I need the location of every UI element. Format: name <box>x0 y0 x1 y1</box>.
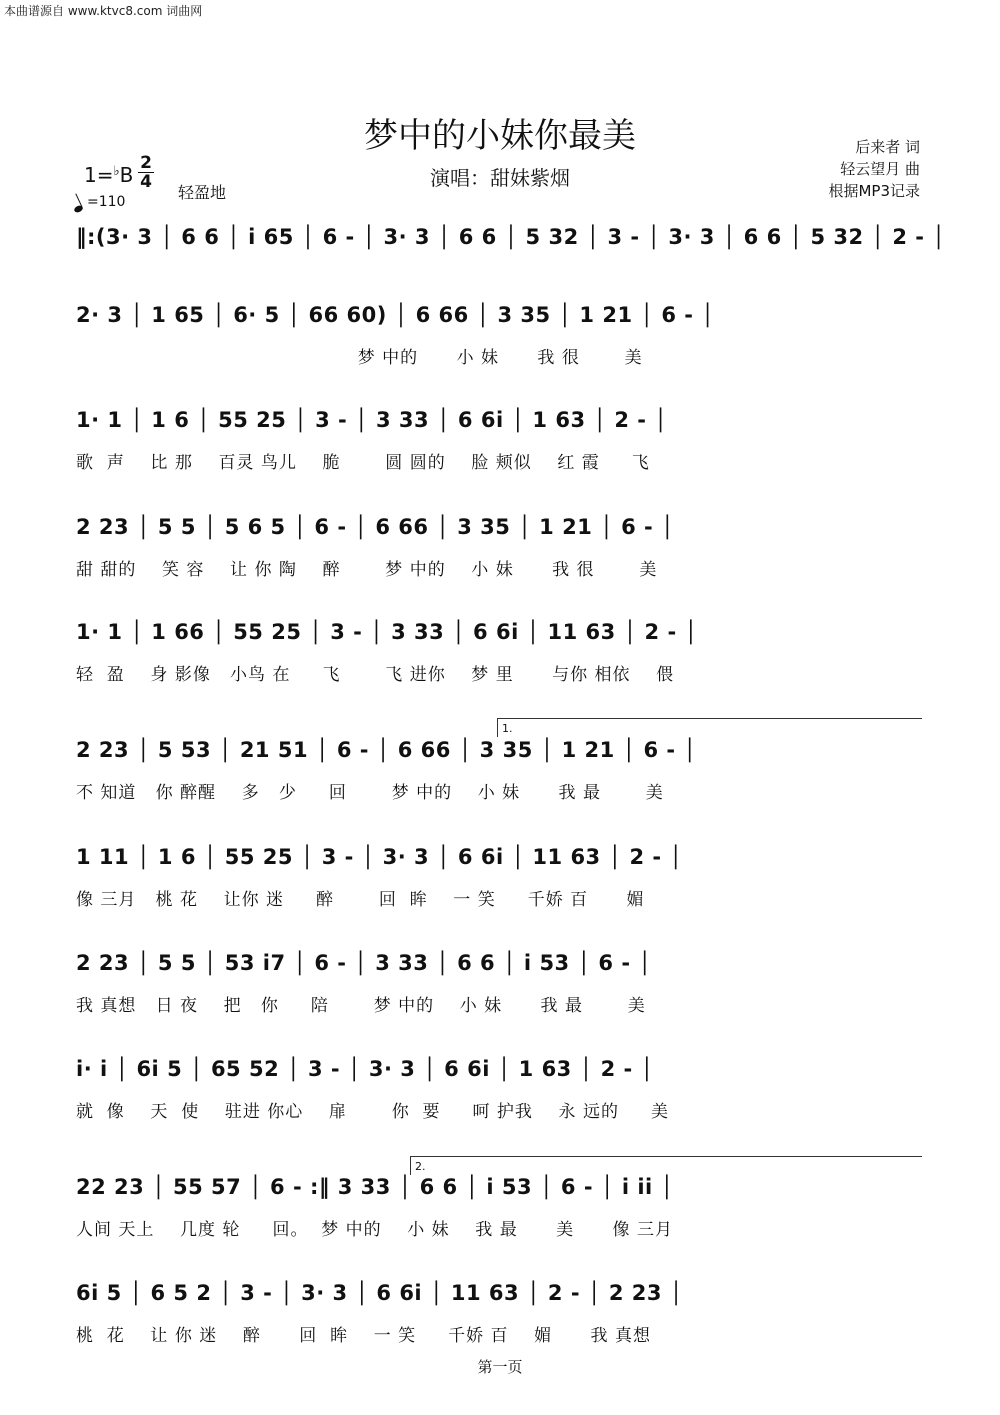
notation-row: 1· 1 │ 1 6 │ 55 25 │ 3 - │ 3 33 │ 6 6i │ 1 63 │ 2 - │ <box>76 408 668 432</box>
time-signature-bottom: 4 <box>138 172 154 191</box>
key-note: B <box>119 163 134 187</box>
lyrics-row: 梦 中的 小 妹 我 很 美 <box>76 348 643 368</box>
tempo-marking <box>74 194 125 210</box>
lyrics-row: 像 三月 桃 花 让你 迷 醉 回 眸 一 笑 千娇 百 媚 <box>76 890 645 910</box>
notation-row: 1 11 │ 1 6 │ 55 25 │ 3 - │ 3· 3 │ 6 6i │ 11 63 │ 2 - │ <box>76 845 683 869</box>
flat-sign: ♭ <box>113 164 120 179</box>
notation-row: 22 23 │ 55 57 │ 6 - :‖ 3 33 │ 6 6 │ i 53 │ 6 - │ i ii │ <box>76 1175 674 1199</box>
notation-row: 2 23 │ 5 53 │ 21 51 │ 6 - │ 6 66 │ 3 35 │ 1 21 │ 6 - │ <box>76 738 697 762</box>
lyrics-row: 轻 盈 身 影像 小鸟 在 飞 飞 进你 梦 里 与你 相依 偎 <box>76 665 675 685</box>
notation-row: i· i │ 6i 5 │ 65 52 │ 3 - │ 3· 3 │ 6 6i │ 1 63 │ 2 - │ <box>76 1057 654 1081</box>
notation-row: 2 23 │ 5 5 │ 5 6 5 │ 6 - │ 6 66 │ 3 35 │ 1 21 │ 6 - │ <box>76 515 675 539</box>
first-ending-bracket <box>497 718 922 737</box>
singer-line: 演唱：甜妹紫烟 <box>430 166 570 190</box>
credits <box>828 136 920 202</box>
composer-credit: 轻云望月 曲 <box>840 160 920 178</box>
tempo-value: =110 <box>87 194 126 210</box>
lyrics-row: 我 真想 日 夜 把 你 陪 梦 中的 小 妹 我 最 美 <box>76 996 646 1016</box>
watermark: 本曲谱源自 www.ktvc8.com 词曲网 <box>4 4 203 18</box>
lyrics-row: 就 像 天 使 驻进 你心 扉 你 要 呵 护我 永 远的 美 <box>76 1102 669 1122</box>
notation-row: ‖:(3· 3 │ 6 6 │ i 65 │ 6 - │ 3· 3 │ 6 6 │ 5 32 │ 3 - │ 3· 3 │ 6 6 │ 5 32 │ 2 - │ <box>76 225 946 249</box>
time-signature <box>138 154 154 191</box>
notation-row: 2· 3 │ 1 65 │ 6· 5 │ 66 60) │ 6 66 │ 3 35 │ 1 21 │ 6 - │ <box>76 303 715 327</box>
mood-marking: 轻盈地 <box>178 183 227 202</box>
notation-row: 6i 5 │ 6 5 2 │ 3 - │ 3· 3 │ 6 6i │ 11 63 │ 2 - │ 2 23 │ <box>76 1281 683 1305</box>
lyrics-row: 人间 天上 几度 轮 回。 梦 中的 小 妹 我 最 美 像 三月 <box>76 1220 673 1240</box>
lyrics-row: 不 知道 你 醉醒 多 少 回 梦 中的 小 妹 我 最 美 <box>76 783 664 803</box>
second-ending-label: 2. <box>415 1160 426 1173</box>
key-signature <box>84 163 133 187</box>
transcription-note: 根据MP3记录 <box>828 182 920 200</box>
lyrics-row: 歌 声 比 那 百灵 鸟儿 脆 圆 圆的 脸 颊似 红 霞 飞 <box>76 453 650 473</box>
notation-row: 1· 1 │ 1 66 │ 55 25 │ 3 - │ 3 33 │ 6 6i │ 11 63 │ 2 - │ <box>76 620 698 644</box>
time-signature-top: 2 <box>140 153 152 173</box>
lyrics-row: 桃 花 让 你 迷 醉 回 眸 一 笑 千娇 百 媚 我 真想 <box>76 1326 651 1346</box>
first-ending-label: 1. <box>502 722 513 735</box>
song-title: 梦中的小妹你最美 <box>364 116 636 156</box>
lyricist-credit: 后来者 词 <box>855 138 920 156</box>
key-prefix: 1= <box>84 163 114 187</box>
page-footer: 第一页 <box>477 1358 523 1376</box>
quarter-note-icon <box>73 204 84 213</box>
second-ending-bracket <box>410 1156 922 1175</box>
notation-row: 2 23 │ 5 5 │ 53 i7 │ 6 - │ 3 33 │ 6 6 │ i 53 │ 6 - │ <box>76 951 652 975</box>
lyrics-row: 甜 甜的 笑 容 让 你 陶 醉 梦 中的 小 妹 我 很 美 <box>76 560 658 580</box>
